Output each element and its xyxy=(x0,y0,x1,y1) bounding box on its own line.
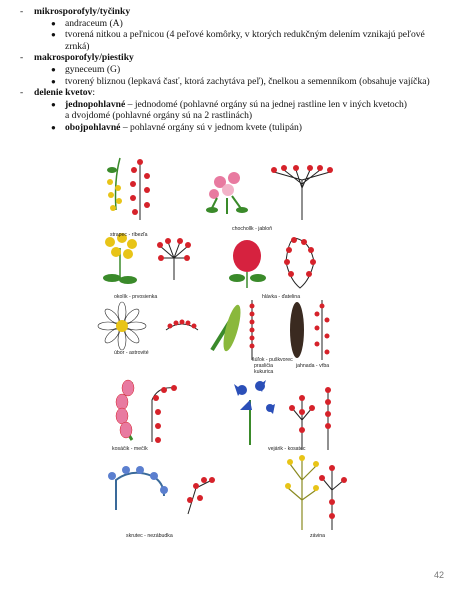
cyme-illustration xyxy=(285,455,347,530)
drepanium-illustration xyxy=(116,380,177,443)
caption-cincinnus: skrutec - nezábudka xyxy=(126,533,173,539)
caption-spadix-1: šúľok - puškvorec xyxy=(252,357,293,363)
heading-macrosporophylls: makrosporofyly/piestiky xyxy=(34,52,134,64)
dash-marker: - xyxy=(20,87,24,99)
cincinnus-illustration xyxy=(108,466,215,514)
bullet-dot: ● xyxy=(51,76,56,86)
dash-marker: - xyxy=(20,52,24,64)
bullet-dot: ● xyxy=(51,18,56,28)
sub-bullet: ● gyneceum (G) xyxy=(51,63,121,75)
bullet-dot: ● xyxy=(51,99,56,109)
caption-cyme: závina xyxy=(310,533,325,539)
head-illustration xyxy=(229,237,316,288)
bullet-dot: ● xyxy=(51,64,56,74)
caption-catkin: jahnada - vŕba xyxy=(296,363,330,369)
term-unisexual: jednopohlavné xyxy=(65,98,126,110)
dash-marker: - xyxy=(20,6,24,17)
sub-bullet: ● obojpohlavné – pohlavné orgány sú v jednom kvete (tulipán) xyxy=(51,121,302,133)
caption-raceme: strapec - ríbezľa xyxy=(110,232,148,238)
bullet-microsporophylls xyxy=(20,6,445,18)
bullet-flower-division: - delenie kvetov: xyxy=(20,87,96,99)
term-bisexual: obojpohlavné xyxy=(65,121,121,133)
raceme-illustration xyxy=(107,158,150,220)
bullet-dot: ● xyxy=(51,30,56,40)
sub-bullet: ● tvorený bliznou (lepkavá časť, ktorá zachytáva peľ), čnelkou a semenníkom (obsahuje vajíčka) xyxy=(51,75,430,87)
bullet-macrosporophylls xyxy=(20,52,445,64)
caption-drepanium: kosáčik - mečík xyxy=(112,446,148,452)
caption-spadix-2: prasličia xyxy=(254,363,274,369)
corymb-illustration xyxy=(206,165,333,220)
sub-bullet-continuation: a dvojdomé (pohlavné orgány sú na 2 rastlinách) xyxy=(65,110,253,122)
notes-text xyxy=(20,6,445,134)
caption-head: hlávka - ďatelina xyxy=(262,294,301,300)
page-number: 42 xyxy=(433,570,444,580)
umbel-illustration xyxy=(103,233,191,284)
heading-microsporophylls: mikrosporofyly/tyčinky xyxy=(34,6,131,17)
spadix-illustration xyxy=(212,300,330,360)
caption-corymb: chochollk - jabloň xyxy=(232,226,273,232)
bullet-dot: ● xyxy=(51,122,56,132)
caption-rhipidium: vejárik - kosatec xyxy=(268,446,306,452)
capitulum-illustration xyxy=(98,302,198,350)
caption-capitulum: úbor - astrovité xyxy=(114,350,149,356)
caption-umbel: okolík - prvosienka xyxy=(114,294,158,300)
rhipidium-illustration xyxy=(234,380,331,450)
sub-bullet: ● andraceum (A) xyxy=(51,17,123,29)
sub-bullet: ● tvorená nitkou a peľnicou (4 peľové komôrky, v ktorých redukčným delením vznikajú peľové xyxy=(51,29,425,41)
heading-flower-division: delenie kvetov xyxy=(34,87,93,99)
sub-bullet: ● jednopohlavné – jednodomé (pohlavné orgány sú na jednej rastline len v iných kvetoch) xyxy=(51,98,407,110)
caption-spadix-3: kukurica xyxy=(254,369,274,375)
inflorescence-figure xyxy=(92,150,360,555)
sub-bullet-continuation: zrnká) xyxy=(65,40,90,52)
